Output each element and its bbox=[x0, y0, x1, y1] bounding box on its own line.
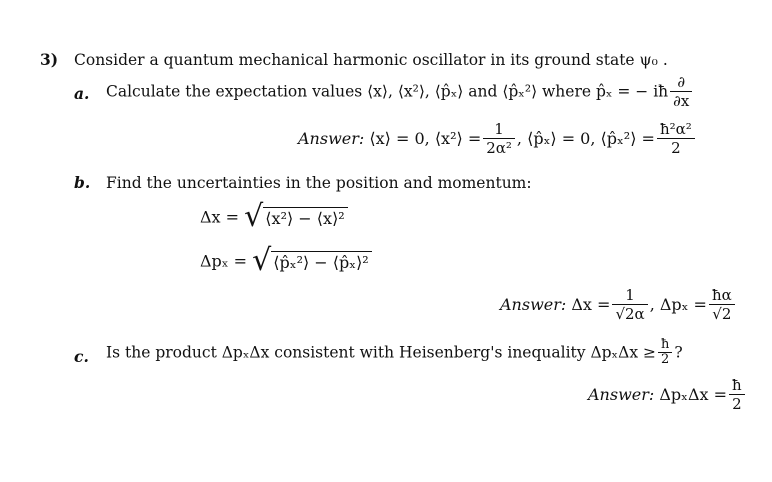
part-a-answer-fraction-1 bbox=[483, 120, 515, 157]
part-b-answer-dx: Δx = bbox=[571, 295, 611, 314]
operator-numerator: ∂ bbox=[670, 73, 692, 92]
delta-x-radicand: ⟨x²⟩ − ⟨x⟩² bbox=[263, 207, 347, 228]
sqrt-symbol: √ bbox=[244, 199, 264, 234]
dx-denominator: √2α bbox=[615, 305, 645, 323]
part-c-answer bbox=[588, 376, 747, 413]
delta-p-equation bbox=[200, 243, 372, 278]
sqrt-symbol: √ bbox=[252, 243, 272, 278]
fraction-2-numerator: ħ²α² bbox=[657, 120, 695, 139]
dx-numerator: 1 bbox=[612, 286, 647, 305]
part-c-question bbox=[106, 338, 683, 367]
delta-x-lhs: Δx = bbox=[200, 207, 240, 227]
delta-p-lhs: Δpₓ = bbox=[200, 251, 248, 271]
fraction-1-denominator: 2α² bbox=[486, 139, 512, 157]
q-numerator: ħ bbox=[658, 338, 672, 353]
fraction-2-denominator: 2 bbox=[671, 139, 681, 157]
part-a-question bbox=[106, 73, 694, 110]
part-b-answer-dx-fraction bbox=[612, 286, 647, 323]
part-c-answer-lhs: ΔpₓΔx = bbox=[659, 385, 728, 404]
part-b-answer-label: Answer: bbox=[500, 295, 567, 314]
part-a-answer-fraction-2 bbox=[657, 120, 695, 157]
delta-p-radicand: ⟨p̂ₓ²⟩ − ⟨p̂ₓ⟩² bbox=[271, 251, 371, 272]
part-a-answer bbox=[298, 120, 697, 157]
part-c-answer-label: Answer: bbox=[588, 385, 655, 404]
dp-denominator: √2 bbox=[712, 305, 732, 323]
part-a-question-text: Calculate the expectation values ⟨x⟩, ⟨x²⟩, ⟨p̂ₓ⟩ and ⟨p̂ₓ²⟩ where p̂ₓ = − iħ bbox=[106, 82, 669, 101]
dp-numerator: ħα bbox=[709, 286, 735, 305]
problem-number: 3) bbox=[40, 50, 59, 69]
part-a-answer-label: Answer: bbox=[298, 129, 365, 148]
part-b-question: Find the uncertainties in the position and momentum: bbox=[106, 174, 532, 192]
momentum-operator-fraction bbox=[670, 73, 692, 110]
q-denominator: 2 bbox=[661, 352, 670, 367]
part-c-label: c. bbox=[74, 347, 89, 366]
part-a-answer-text-1: ⟨x⟩ = 0, ⟨x²⟩ = bbox=[369, 129, 482, 148]
part-b-label: b. bbox=[74, 173, 91, 192]
delta-x-equation bbox=[200, 199, 348, 234]
part-a-label: a. bbox=[74, 84, 90, 103]
operator-denominator: ∂x bbox=[673, 92, 690, 110]
problem-statement: Consider a quantum mechanical harmonic oscillator in its ground state ψ₀ . bbox=[74, 51, 668, 69]
fraction-1-numerator: 1 bbox=[483, 120, 515, 139]
part-c-question-end: ? bbox=[674, 343, 683, 362]
hbar-over-2-fraction bbox=[658, 338, 672, 367]
delta-p-sqrt bbox=[252, 243, 372, 278]
c-answer-denominator: 2 bbox=[732, 395, 742, 413]
delta-x-sqrt bbox=[244, 199, 348, 234]
part-b-answer bbox=[500, 286, 737, 323]
part-b-answer-dp-fraction bbox=[709, 286, 735, 323]
part-c-answer-fraction bbox=[729, 376, 745, 413]
part-b-answer-dp: , Δpₓ = bbox=[649, 295, 707, 314]
part-a-answer-text-2: , ⟨p̂ₓ⟩ = 0, ⟨p̂ₓ²⟩ = bbox=[516, 129, 655, 148]
part-c-question-text: Is the product ΔpₓΔx consistent with Heisenberg's inequality ΔpₓΔx ≥ bbox=[106, 343, 656, 362]
c-answer-numerator: ħ bbox=[729, 376, 745, 395]
